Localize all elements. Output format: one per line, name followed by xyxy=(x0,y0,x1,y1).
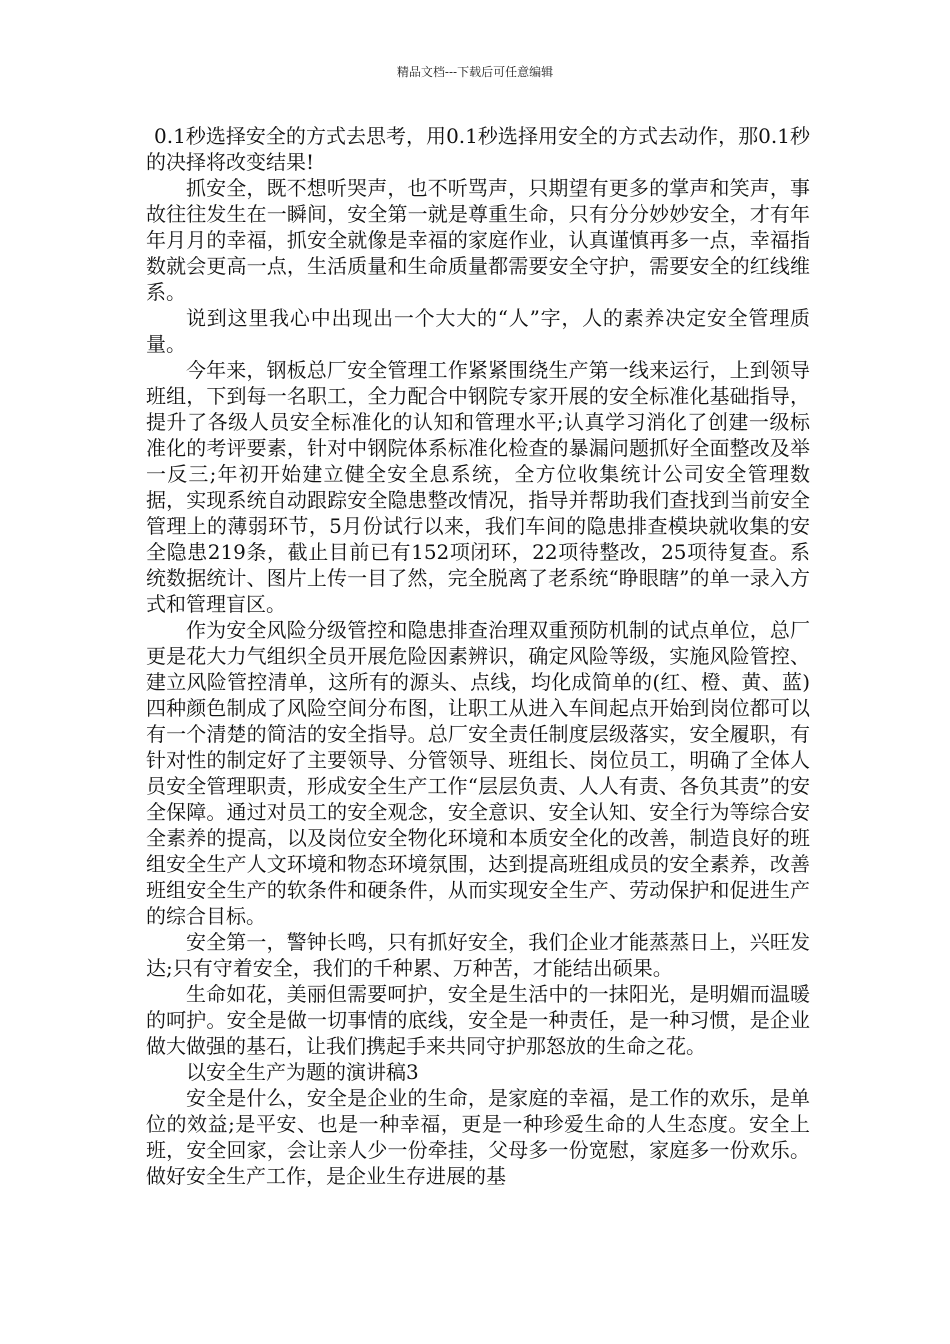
page-header: 精品文档---下载后可任意编辑 xyxy=(396,65,554,79)
paragraph: 今年来，钢板总厂安全管理工作紧紧围绕生产第一线来运行，上到领导班组，下到每一名职工，全力配合中钢院专家开展的安全标准化基础指导，提升了各级人员安全标准化的认知和管理水平;认真学习消化了创建一级标准化的考评要素，针对中钢院体系标准化检查的暴漏问题抓好全面整改及举一反三;年初开始建立健全安全息系统，全方位收集统计公司安全管理数据，实现系统自动跟踪安全隐患整改情况，指导并帮助我们查找到当前安全管理上的薄弱环节，5月份试行以来，我们车间的隐患排查模块就收集的安全隐患219条，截止目前已有152项闭环，22项待整改，25项待复查。系统数据统计、图片上传一目了然，完全脱离了老系统“睁眼瞎”的单一录入方式和管理盲区。 xyxy=(146,358,810,616)
paragraph: 说到这里我心中出现出一个大大的“人”字，人的素养决定安全管理质量。 xyxy=(146,306,810,356)
section-heading: 以安全生产为题的演讲稿3 xyxy=(186,1060,419,1084)
paragraph: 生命如花，美丽但需要呵护，安全是生活中的一抹阳光，是明媚而温暖的呵护。安全是做一切事情的底线，安全是一种责任，是一种习惯，是企业做大做强的基石，让我们携起手来共同守护那怒放的生命之花。 xyxy=(146,982,810,1058)
paragraph: 0.1秒选择安全的方式去思考，用0.1秒选择用安全的方式去动作，那0.1秒的决择将改变结果! xyxy=(146,124,810,174)
paragraph: 安全第一，警钟长鸣，只有抓好安全，我们企业才能蒸蒸日上，兴旺发达;只有守着安全，我们的千种累、万种苦，才能结出硕果。 xyxy=(146,930,810,980)
document-body xyxy=(146,123,810,1189)
paragraph: 抓安全，既不想听哭声，也不听骂声，只期望有更多的掌声和笑声，事故往往发生在一瞬间，安全第一就是尊重生命，只有分分妙妙安全，才有年年月月的幸福，抓安全就像是幸福的家庭作业，认真谨慎再多一点，幸福指数就会更高一点，生活质量和生命质量都需要安全守护，需要安全的红线维系。 xyxy=(146,176,810,304)
paragraph: 作为安全风险分级管控和隐患排查治理双重预防机制的试点单位，总厂更是花大力气组织全员开展危险因素辨识，确定风险等级，实施风险管控、建立风险管控清单，这所有的源头、点线，均化成简单的(红、橙、黄、蓝)四种颜色制成了风险空间分布图，让职工从进入车间起点开始到岗位都可以有一个清楚的简洁的安全指导。总厂安全责任制度层级落实，安全履职，有针对性的制定好了主要领导、分管领导、班组长、岗位员工，明确了全体人员安全管理职责，形成安全生产工作“层层负责、人人有责、各负其责”的安全保障。通过对员工的安全观念，安全意识、安全认知、安全行为等综合安全素养的提高，以及岗位安全物化环境和本质安全化的改善，制造良好的班组安全生产人文环境和物态环境氛围，达到提高班组成员的安全素养，改善班组安全生产的软条件和硬条件，从而实现安全生产、劳动保护和促进生产的综合目标。 xyxy=(146,618,810,928)
paragraph: 安全是什么，安全是企业的生命，是家庭的幸福，是工作的欢乐，是单位的效益;是平安、也是一种幸福，更是一种珍爱生命的人生态度。安全上班，安全回家，会让亲人少一份牵挂，父母多一份宽慰，家庭多一份欢乐。做好安全生产工作，是企业生存进展的基 xyxy=(146,1086,810,1188)
